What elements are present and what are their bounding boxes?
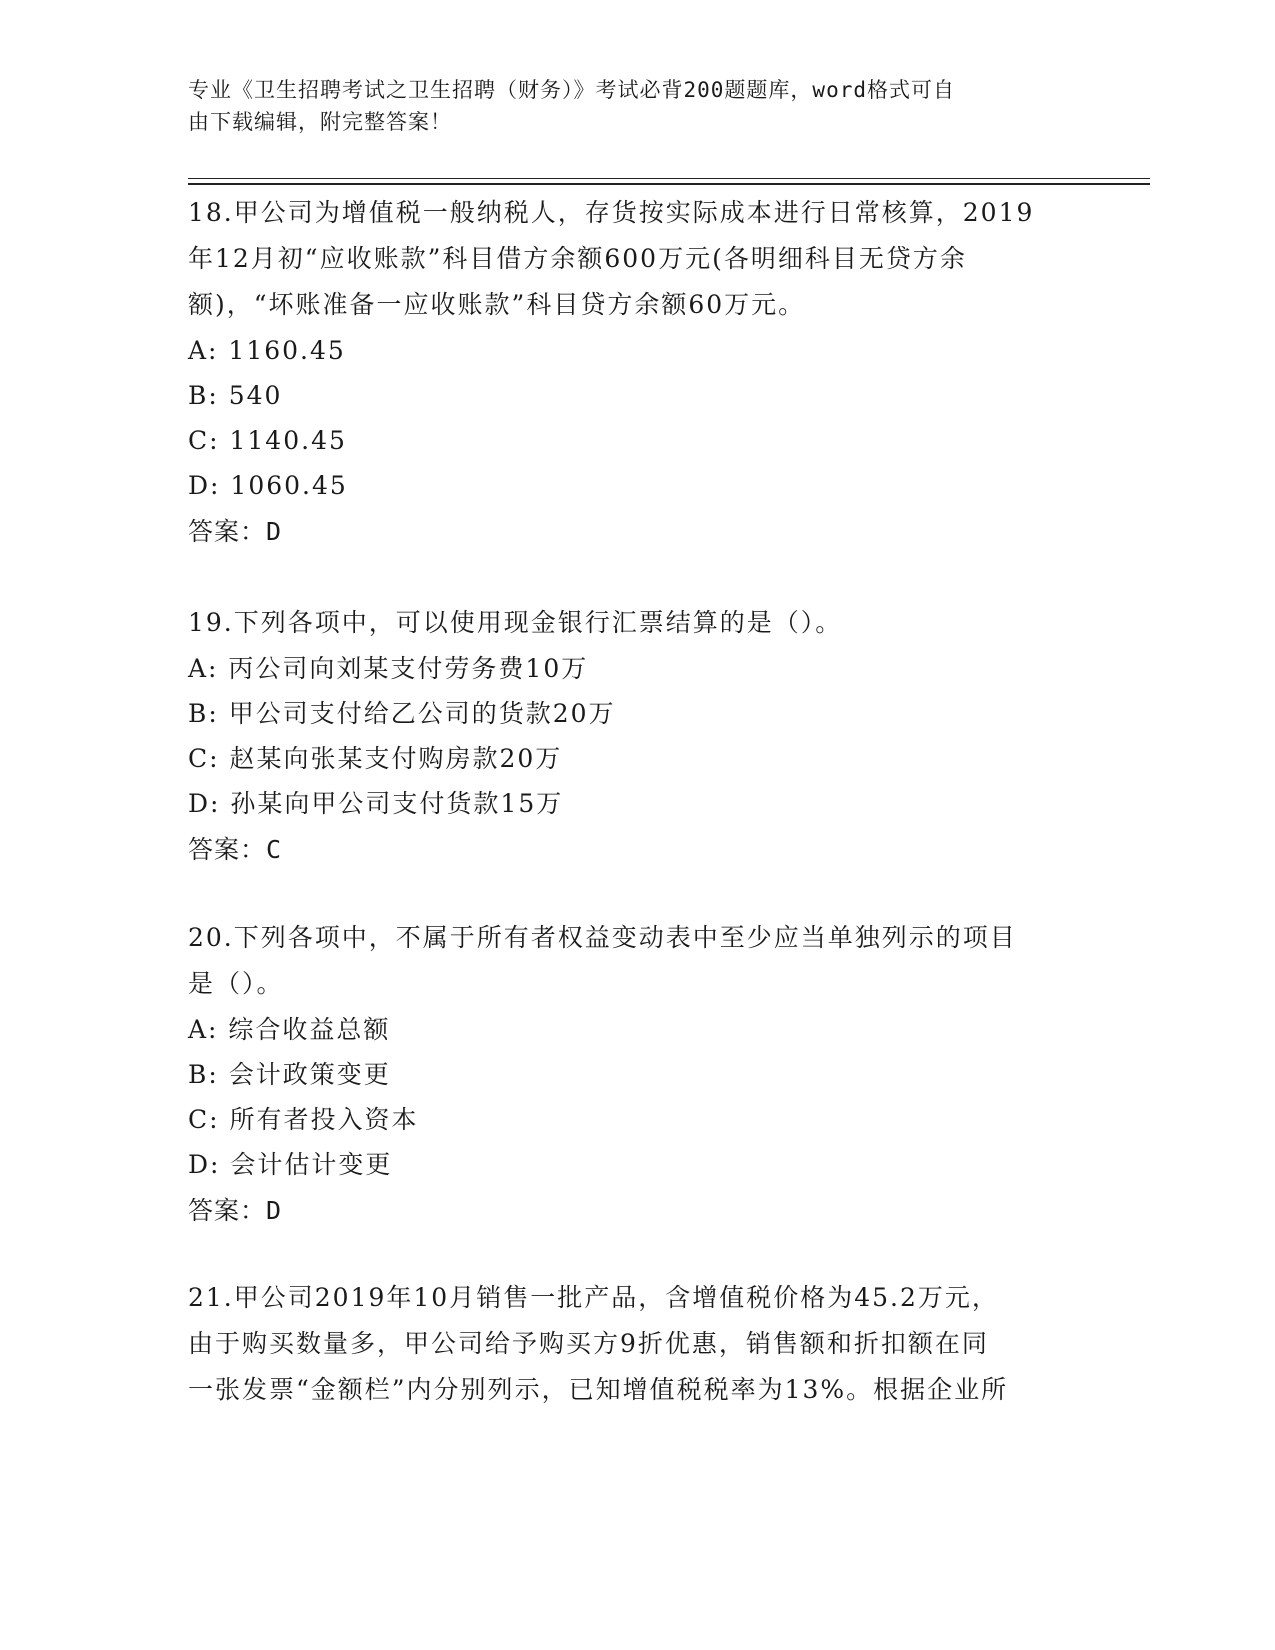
question-stem-line: 是（）。 (188, 969, 284, 998)
answer-label: 答案：D (188, 517, 283, 546)
option-c: C: 1140.45 (188, 426, 347, 455)
option-d: D: 孙某向甲公司支付货款15万 (188, 789, 564, 818)
option-b: B: 540 (188, 381, 283, 410)
question-18 (188, 190, 1034, 556)
option-a: A: 综合收益总额 (188, 1015, 391, 1044)
option-d: D: 1060.45 (188, 471, 348, 500)
header-divider-bottom (188, 183, 1150, 185)
question-stem-line: 19.下列各项中，可以使用现金银行汇票结算的是（）。 (188, 608, 843, 637)
header-line-2: 由下载编辑，附完整答案！ (188, 110, 452, 134)
header-line-1: 专业《卫生招聘考试之卫生招聘（财务）》考试必背200题题库，word格式可自 (188, 78, 955, 102)
question-stem-line: 额)，“坏账准备一应收账款”科目贷方余额60万元。 (188, 290, 806, 319)
option-b: B: 会计政策变更 (188, 1060, 391, 1089)
answer-label: 答案：D (188, 1196, 283, 1225)
option-b: B: 甲公司支付给乙公司的货款20万 (188, 699, 616, 728)
question-stem-line: 18.甲公司为增值税一般纳税人，存货按实际成本进行日常核算，2019 (188, 198, 1035, 227)
header-divider-top (188, 178, 1150, 179)
option-a: A: 1160.45 (188, 336, 346, 365)
question-stem-line: 由于购买数量多，甲公司给予购买方9折优惠，销售额和折扣额在同 (188, 1329, 989, 1358)
option-c: C: 所有者投入资本 (188, 1105, 419, 1134)
option-a: A: 丙公司向刘某支付劳务费10万 (188, 654, 589, 683)
question-21 (188, 1275, 1008, 1413)
question-stem-line: 21.甲公司2019年10月销售一批产品，含增值税价格为45.2万元， (188, 1283, 999, 1312)
document-header (188, 74, 1068, 138)
answer-label: 答案：C (188, 835, 283, 864)
question-stem-line: 一张发票“金额栏”内分别列示，已知增值税税率为13%。根据企业所 (188, 1375, 1009, 1404)
question-19 (188, 600, 842, 874)
question-20 (188, 915, 1017, 1235)
option-d: D: 会计估计变更 (188, 1150, 393, 1179)
question-stem-line: 20.下列各项中，不属于所有者权益变动表中至少应当单独列示的项目 (188, 923, 1017, 952)
option-c: C: 赵某向张某支付购房款20万 (188, 744, 563, 773)
question-stem-line: 年12月初“应收账款”科目借方余额600万元(各明细科目无贷方余 (188, 244, 967, 273)
